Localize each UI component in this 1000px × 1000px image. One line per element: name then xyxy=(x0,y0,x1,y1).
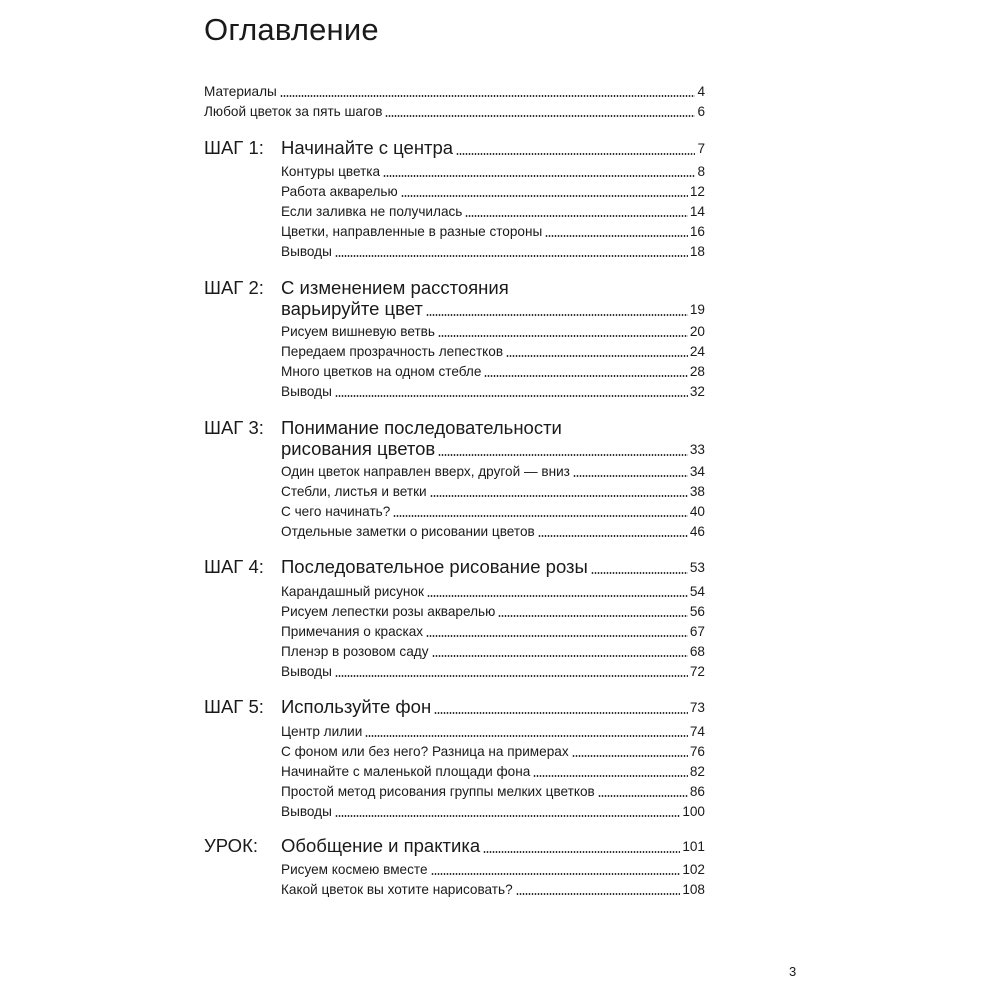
dot-leader xyxy=(465,215,687,217)
step-2-heading[interactable] xyxy=(281,298,705,320)
toc-entry[interactable] xyxy=(281,878,705,898)
toc-entry-page: 82 xyxy=(689,764,705,779)
dot-leader xyxy=(538,535,688,537)
step-2-page: 19 xyxy=(689,302,705,317)
step-2-label: ШАГ 2: xyxy=(204,277,264,298)
dot-leader xyxy=(572,755,688,757)
dot-leader xyxy=(426,314,688,316)
dot-leader xyxy=(434,712,688,714)
toc-entry[interactable] xyxy=(281,740,705,760)
toc-entry-page: 34 xyxy=(689,464,705,479)
toc-entry[interactable] xyxy=(281,320,705,340)
lesson-title: Обобщение и практика xyxy=(281,835,481,856)
toc-entry-page: 20 xyxy=(689,324,705,339)
toc-entry-text: Рисуем вишневую ветвь xyxy=(281,324,435,339)
toc-entry-page: 24 xyxy=(689,344,705,359)
toc-entry-text: С фоном или без него? Разница на примерах xyxy=(281,744,569,759)
toc-entry[interactable] xyxy=(281,620,705,640)
dot-leader xyxy=(483,851,680,853)
toc-entry-five-steps[interactable] xyxy=(204,100,705,120)
toc-entry-text: Рисуем лепестки розы акварелью xyxy=(281,604,496,619)
toc-entry-page: 4 xyxy=(697,84,705,99)
toc-entry-text: Один цветок направлен вверх, другой — вниз xyxy=(281,464,570,479)
page-number: 3 xyxy=(789,964,797,979)
dot-leader xyxy=(426,635,688,637)
dot-leader xyxy=(335,815,680,817)
toc-entry-page: 8 xyxy=(697,164,705,179)
toc-entry-text: Выводы xyxy=(281,664,332,679)
dot-leader xyxy=(365,735,688,737)
toc-entry-text: Много цветков на одном стебле xyxy=(281,364,482,379)
lesson-label: УРОК: xyxy=(204,835,258,856)
toc-entry[interactable] xyxy=(281,600,705,620)
toc-entry[interactable] xyxy=(281,240,705,260)
dot-leader xyxy=(383,175,695,177)
toc-entry[interactable] xyxy=(281,360,705,380)
toc-entry-text: Выводы xyxy=(281,804,332,819)
toc-entry[interactable] xyxy=(281,800,705,820)
toc-entry[interactable] xyxy=(281,720,705,740)
dot-leader xyxy=(430,495,688,497)
toc-entry-page: 28 xyxy=(689,364,705,379)
dot-leader xyxy=(401,195,688,197)
dot-leader xyxy=(393,515,688,517)
toc-entry-page: 102 xyxy=(682,862,705,877)
toc-entry-text: Центр лилии xyxy=(281,724,363,739)
toc-entry-text: Простой метод рисования группы мелких цветков xyxy=(281,784,595,799)
dot-leader xyxy=(335,255,688,257)
toc-entry-text: Выводы xyxy=(281,244,332,259)
step-1-heading[interactable] xyxy=(281,137,705,159)
toc-entry-text: Отдельные заметки о рисовании цветов xyxy=(281,524,535,539)
toc-entry[interactable] xyxy=(281,640,705,660)
toc-entry-page: 74 xyxy=(689,724,705,739)
toc-entry-page: 38 xyxy=(689,484,705,499)
toc-entry-text: Пленэр в розовом саду xyxy=(281,644,429,659)
dot-leader xyxy=(335,675,688,677)
toc-entry-text: Если заливка не получилась xyxy=(281,204,463,219)
toc-entry-page: 76 xyxy=(689,744,705,759)
toc-entry[interactable] xyxy=(281,160,705,180)
dot-leader xyxy=(498,615,688,617)
dot-leader xyxy=(591,572,688,574)
toc-entry[interactable] xyxy=(281,380,705,400)
dot-leader xyxy=(438,335,688,337)
toc-entry[interactable] xyxy=(281,200,705,220)
toc-entry-text: Цветки, направленные в разные стороны xyxy=(281,224,543,239)
toc-entry-page: 72 xyxy=(689,664,705,679)
lesson-page: 101 xyxy=(682,839,705,854)
toc-entry-text: Работа акварелью xyxy=(281,184,398,199)
toc-entry[interactable] xyxy=(281,480,705,500)
dot-leader xyxy=(573,475,688,477)
toc-entry[interactable] xyxy=(281,460,705,480)
toc-entry-page: 86 xyxy=(689,784,705,799)
toc-entry-page: 32 xyxy=(689,384,705,399)
toc-entry[interactable] xyxy=(281,500,705,520)
toc-entry[interactable] xyxy=(281,180,705,200)
toc-entry-page: 56 xyxy=(689,604,705,619)
toc-entry[interactable] xyxy=(281,660,705,680)
dot-leader xyxy=(533,775,688,777)
toc-entry-text: Выводы xyxy=(281,384,332,399)
dot-leader xyxy=(280,95,696,97)
page-title: Оглавление xyxy=(204,12,379,47)
toc-entry-page: 54 xyxy=(689,584,705,599)
step-5-page: 73 xyxy=(689,700,705,715)
toc-entry-page: 6 xyxy=(697,104,705,119)
dot-leader xyxy=(456,153,695,155)
step-3-title-line-1: Понимание последовательности xyxy=(281,417,562,438)
toc-entry-page: 16 xyxy=(689,224,705,239)
dot-leader xyxy=(545,235,688,237)
toc-entry-text: Контуры цветка xyxy=(281,164,381,179)
step-3-title-line-2: рисования цветов xyxy=(281,438,436,459)
toc-entry-text: Материалы xyxy=(204,84,277,99)
step-5-heading[interactable] xyxy=(281,696,705,718)
toc-entry-text: Любой цветок за пять шагов xyxy=(204,104,383,119)
step-5-title: Используйте фон xyxy=(281,696,432,717)
step-4-page: 53 xyxy=(689,560,705,575)
dot-leader xyxy=(385,115,695,117)
toc-entry-text: Рисуем космею вместе xyxy=(281,862,428,877)
lesson-heading[interactable] xyxy=(281,835,705,857)
toc-entry-page: 40 xyxy=(689,504,705,519)
toc-entry[interactable] xyxy=(281,760,705,780)
step-1-label: ШАГ 1: xyxy=(204,137,264,158)
dot-leader xyxy=(484,375,687,377)
dot-leader xyxy=(431,873,681,875)
toc-entry-page: 46 xyxy=(689,524,705,539)
toc-entry-page: 108 xyxy=(682,882,705,897)
toc-entry[interactable] xyxy=(281,220,705,240)
dot-leader xyxy=(506,355,688,357)
step-3-label: ШАГ 3: xyxy=(204,417,264,438)
toc-entry-materials[interactable] xyxy=(204,80,705,100)
step-4-label: ШАГ 4: xyxy=(204,556,264,577)
toc-entry[interactable] xyxy=(281,520,705,540)
dot-leader xyxy=(427,595,688,597)
dot-leader xyxy=(516,893,681,895)
toc-entry[interactable] xyxy=(281,858,705,878)
toc-entry-page: 12 xyxy=(689,184,705,199)
step-4-title: Последовательное рисование розы xyxy=(281,556,588,577)
toc-entry-text: Стебли, листья и ветки xyxy=(281,484,427,499)
dot-leader xyxy=(432,655,688,657)
step-2-title-line-2: варьируйте цвет xyxy=(281,298,423,319)
toc-entry[interactable] xyxy=(281,580,705,600)
step-3-page: 33 xyxy=(689,442,705,457)
toc-entry-page: 68 xyxy=(689,644,705,659)
toc-entry-text: Карандашный рисунок xyxy=(281,584,424,599)
toc-entry-page: 14 xyxy=(689,204,705,219)
toc-entry-text: Какой цветок вы хотите нарисовать? xyxy=(281,882,513,897)
step-1-page: 7 xyxy=(697,141,705,156)
toc-entry-page: 100 xyxy=(682,804,705,819)
toc-entry-text: Примечания о красках xyxy=(281,624,424,639)
dot-leader xyxy=(598,795,688,797)
toc-entry-text: Начинайте с маленькой площади фона xyxy=(281,764,531,779)
step-4-heading[interactable] xyxy=(281,556,705,578)
step-5-label: ШАГ 5: xyxy=(204,696,264,717)
dot-leader xyxy=(438,454,688,456)
toc-entry-page: 18 xyxy=(689,244,705,259)
toc-entry[interactable] xyxy=(281,780,705,800)
toc-entry-page: 67 xyxy=(689,624,705,639)
toc-entry-text: С чего начинать? xyxy=(281,504,391,519)
toc-entry[interactable] xyxy=(281,340,705,360)
step-2-title-line-1: С изменением расстояния xyxy=(281,277,509,298)
dot-leader xyxy=(335,395,688,397)
step-3-heading[interactable] xyxy=(281,438,705,460)
toc-entry-text: Передаем прозрачность лепестков xyxy=(281,344,504,359)
step-1-title: Начинайте с центра xyxy=(281,137,454,158)
